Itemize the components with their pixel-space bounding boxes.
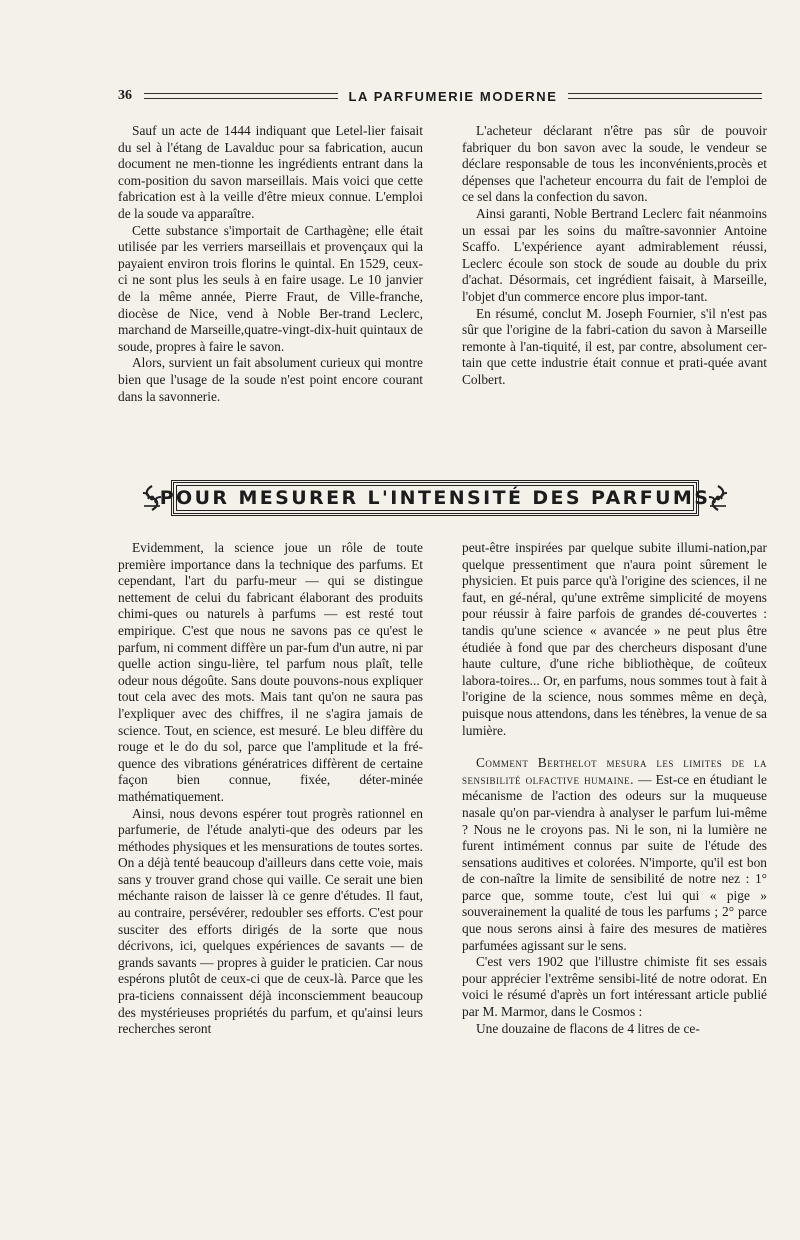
paragraph: peut-être inspirées par quelque subite illumi-nation,par quelque pressentiment que n'aura point sûrement le physicien. Et puis parce qu'à l'origine des sciences, il ne faut, en gé-néral, qu'une extrême simplicité de moyens pour réussir à faire parfois de grandes dé-couvertes : tandis qu'une science « avancée » ne peut plus être étudiée à fond que par des chercheurs disposant d'une haute culture, d'une riche bibliothèque, de coûteux labora-toires... Or, en parfums, nous sommes tout à fait à l'origine de la science, nous sommes même en deçà, puisque nous attendons, dans les ténèbres, la venue de sa lumière. (462, 540, 767, 738)
paragraph: Une douzaine de flacons de 4 litres de ce- (476, 1020, 700, 1036)
paragraph: Cette substance s'importait de Carthagène; elle était utilisée par les verriers marseillais et provençaux qui la payaient environ trois florins le quintal. En 1529, ceux-ci ne sont plus les seuls à en faire usage. Le 10 janvier de la même année, Pierre Fraut, de Ville-franche, diocèse de Nice, vend à Noble Ber-trand Leclerc, marchand de Marseille,quatre-vingt-dix-huit quintaux de soude, propres à faire le savon. (118, 222, 423, 354)
header-rule-right (568, 93, 762, 99)
paragraph: Ainsi garanti, Noble Bertrand Leclerc fait néanmoins un essai par les soins du maître-savonnier Antoine Scaffo. L'expérience ayant admirablement réussi, Leclerc écoule son stock de soude au double du prix d'achat. Désormais, cet ingrédient faisait, à Marseille, l'objet d'un commerce encore plus impor-tant. (462, 205, 767, 304)
paragraph: Ainsi, nous devons espérer tout progrès rationnel en parfumerie, de l'étude analyti-que des odeurs par les méthodes physiques et les mensurations de toutes sortes. On a déjà tenté beaucoup d'ailleurs dans cette voie, mais sans y trouver grand chose qui vaille. Ce serait une bien méchante raison de laisser là ce genre d'études. Il faut, au contraire, persévérer, redoubler ses efforts. C'est pour susciter des efforts dirigés de la sorte que nous décrivons, ici, quelques expériences de savants — de grands savants — propres à guider le praticien. Car nous espérons plutôt de ceux-ci que de ceux-là. Parce que les pra-ticiens connaissent déjà inconsciemment beaucoup des mystérieuses propriétés du parfum, et qu'ainsi leurs recherches seront (118, 805, 423, 1037)
paragraph: Alors, survient un fait absolument curieux qui montre bien que l'usage de la soude n'est point encore courant dans la savonnerie. (118, 355, 423, 404)
running-title: LA PARFUMERIE MODERNE (348, 88, 558, 104)
column-bottom-right (462, 540, 767, 1037)
paragraph: C'est vers 1902 que l'illustre chimiste fit ses essais pour apprécier l'extrême sensibi-lité de notre odorat. En voici le résumé d'après un fort intéressant article publié par M. Marmor, dans le Cosmos : (462, 954, 767, 1020)
paragraph: Sauf un acte de 1444 indiquant que Letel-lier faisait du sel à l'étang de Lavalduc pour sa fabrication, aucun document ne men-tionne les ingrédients entrant dans la com-position du savon marseillais. Mais voici que cette fabrication est à la veille d'être mieux connue. L'emploi de la soude va apparaître. (118, 123, 423, 221)
header-rule-left (144, 93, 338, 99)
page-header (118, 86, 762, 106)
paragraph: En résumé, conclut M. Joseph Fournier, s'il n'est pas sûr que l'origine de la fabri-cation du savon à Marseille remonte à l'an-tiquité, il est, par contre, absolument cer-tain que cette industrie était connue et prati-quée avant Colbert. (462, 305, 767, 387)
column-bottom-left (118, 540, 423, 1038)
paragraph-body: — Est-ce en étudiant le mécanisme de l'action des odeurs sur la muqueuse nasale qu'on par-viendra à analyser le parfum lui-même ? Nous ne le croyons pas. Ni le son, ni la lumière ne furent intimément connus par suite de l'étude des sensations auditives et colorées. N'importe, qu'il est bon de con-naître la limite de sensibilité de notre nez : 1° parce que, somme toute, c'est lui qui « pige » souverainement la qualité de tous les parfums ; 2° parce que nous serons ainsi à faire des mesures de matières parfumées agissant sur le sens. (462, 771, 767, 953)
column-top-right (462, 123, 767, 389)
paragraph: L'acheteur déclarant n'être pas sûr de pouvoir fabriquer du bon savon avec la soude, le vendeur se déclare responsable de tous les inconvénients,procès et dépenses que l'acheteur encourra du fait de l'emploi de ce sel dans la confection du savon. (462, 123, 767, 205)
section-title: POUR MESURER L'INTENSITÉ DES PARFUMS (159, 487, 711, 509)
section-banner (145, 480, 725, 516)
paragraph-berthelot (462, 755, 767, 954)
run-in-heading: Comment Berthelot mesura les limites de la sensibilité olfactive humaine. (462, 755, 767, 787)
page-number: 36 (118, 88, 132, 103)
paragraph: Evidemment, la science joue un rôle de toute première importance dans la technique des parfums. Et cependant, l'art du parfu-meur — qui se distingue nettement de celui du fabricant élaborant des produits chimi-ques ou naturels à parfums — est resté tout empirique. C'est que nous ne savons pas ce qu'est le parfum, ni comment diffère un par-fum d'un autre, ni par quelle action singu-lière, tel parfum nous plaît, telle odeur nous dégoûte. Sans doute pouvons-nous expliquer tout cela avec des mots. Mais tant qu'on ne saura pas l'expliquer avec des chiffres, il ne s'agira jamais de science. Tout, en science, est mesuré. Le bleu diffère du rouge et le do du sol, parce que l'amplitude et la fré-quence des vibrations génératrices diffèrent de certaine façon bien connue, fixée, déter-minée mathématiquement. (118, 540, 423, 804)
column-top-left (118, 123, 423, 405)
